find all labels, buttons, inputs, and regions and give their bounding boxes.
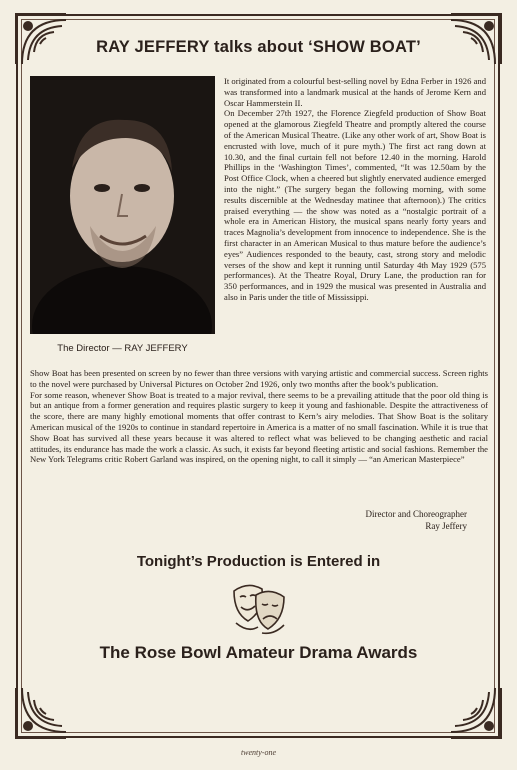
paragraph: On December 27th 1927, the Florence Ziegfeld production of Show Boat opened at the glamorous Ziegfeld Theatre and promptly altered the course of the American Musical Theatre. (Like any other work of art, Show Boat is encrusted with love, much of it pure myth.) The first act rang down at 10.30, and the final curtain fell not before 12.40 in the morning. Harold Phillips in the ‘Washington Times’, commented, “It was 12.50am by the Post Office Clock, when a cheered but slightly enervated audience emerged into the night.” (The surgery began the following morning, with some results discernible at the Wednesday matinee that afternoon).) The critics praised everything — the show was noted as a “nostalgic portrait of a whole era in American History, the musical spans nearly forty years and traces Magnolia’s development from innocence to independence. She is the first character in an American Musical to thus mature before the audience’s eyes” Audiences responded to the beauty, cast, strong story and melodic verses of the show and kept it running until Saturday 4th May 1929 (575 performances). At the Theatre Royal, Drury Lane, the production ran for 350 performances, and in 1929 the musical was presented in Australia and also in Paris under the title of Mississippi. (224, 108, 486, 302)
paragraph: It originated from a colourful best-selling novel by Edna Ferber in 1926 and was transformed into a landmark musical at the hands of Jerome Kern and Oscar Hammerstein II. (224, 76, 486, 108)
article-headline: RAY JEFFERY talks about ‘SHOW BOAT’ (96, 38, 421, 56)
theatre-masks-icon (228, 577, 290, 639)
signature-name: Ray Jeffery (425, 521, 467, 531)
director-photo (30, 76, 215, 334)
right-column-text (224, 76, 486, 303)
signature-role: Director and Choreographer (365, 509, 467, 519)
entered-heading: Tonight’s Production is Entered in (136, 553, 381, 570)
paragraph: Show Boat has been presented on screen by no fewer than three versions with varying artistic and commercial success. Screen rights to the novel were purchased by Universal Pictures on October 2nd 1926, only two months after the book’s publication. (30, 368, 488, 389)
ornament-corner-bottom-right-icon (447, 684, 505, 742)
signature-block (307, 508, 467, 532)
ornament-corner-bottom-left-icon (12, 684, 70, 742)
photo-caption: The Director — RAY JEFFERY (57, 343, 188, 354)
awards-heading: The Rose Bowl Amateur Drama Awards (99, 643, 418, 662)
full-width-text (30, 368, 488, 465)
paragraph: For some reason, whenever Show Boat is treated to a major revival, there seems to be a prevailing attitude that the poor old thing is but an antique from a former generation and requires plastic surgery to keep it young and fashionable. Despite the attractiveness of the score, there are many highly emotional moments that offer contrast to Kern’s airy melodies. That Show Boat is the solitary American musical of the 1920s to continue in standard repertoire in America is a matter of no small fascination. While it is true that Show Boat has survived all these years because it was altered to reflect what was believed to be changing aesthetic and racial attitudes, its endurance has made the work a classic. As such, it exists far beyond fleeting artistic and social fashions. Remember the New York Telegrams critic Robert Garland was inspired, on the opening night, to call it simply — “an American Masterpiece” (30, 389, 488, 465)
page-number: twenty-one (240, 748, 277, 757)
